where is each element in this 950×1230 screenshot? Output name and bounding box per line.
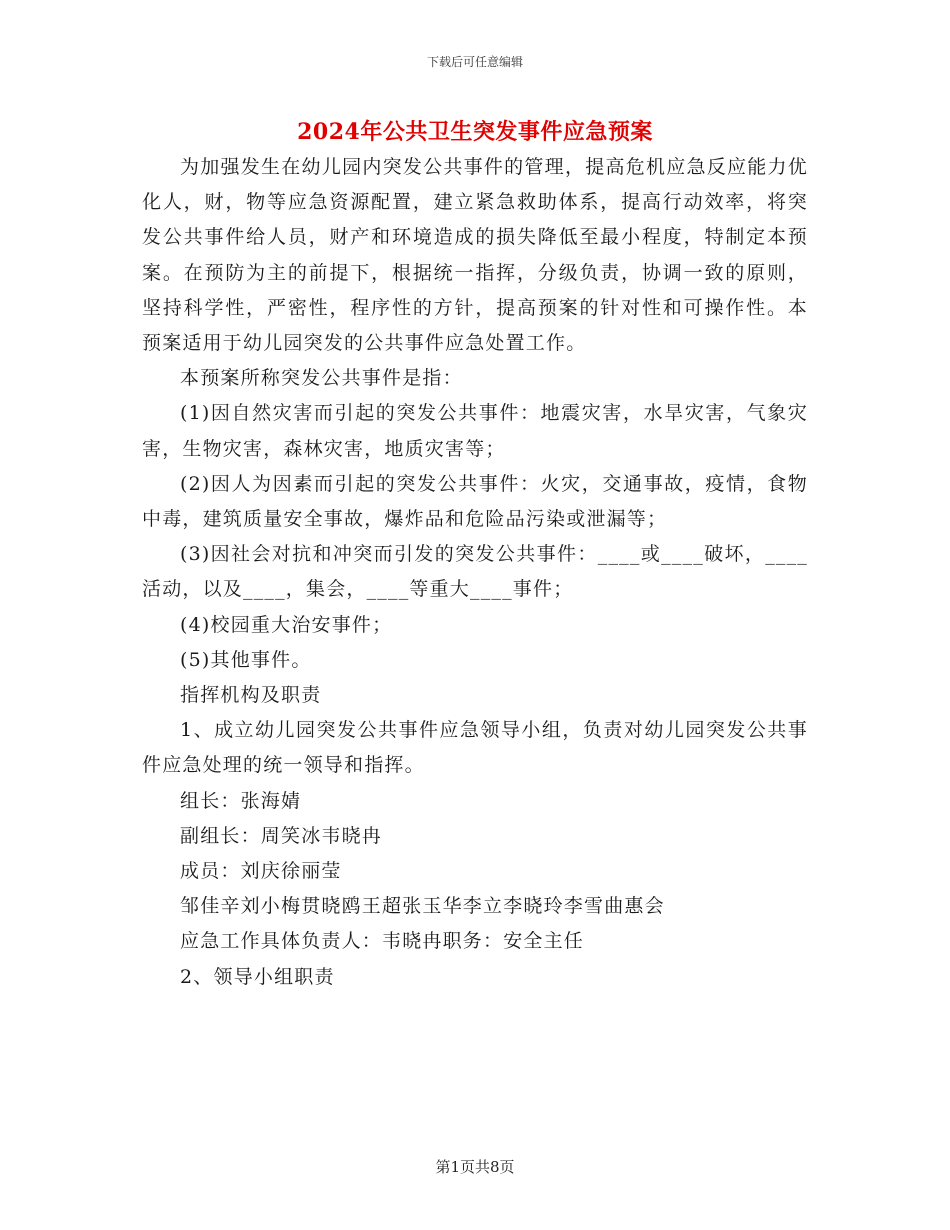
document-body: [142, 150, 808, 995]
group-leader: 组长：张海婧: [180, 789, 302, 812]
command-item-1: 1、成立幼儿园突发公共事件应急领导小组，负责对幼儿园突发公共事件应急处理的统一领导和指挥。: [142, 719, 808, 777]
command-item-2: 2、领导小组职责: [180, 965, 335, 988]
event-type-5: (5)其他事件。: [180, 648, 312, 671]
definition-lead: 本预案所称突发公共事件是指：: [180, 367, 463, 390]
page-header-note: 下载后可任意编辑: [426, 55, 523, 69]
section-heading-command: 指挥机构及职责: [180, 684, 322, 707]
intro-paragraph: 为加强发生在幼儿园内突发公共事件的管理，提高危机应急反应能力优化人，财，物等应急资源配置，建立紧急救助体系，提高行动效率，将突发公共事件给人员，财产和环境造成的损失降低至最小程度，特制定本预案。在预防为主的前提下，根据统一指挥，分级负责，协调一致的原则，坚持科学性，严密性，程序性的方针，提高预案的针对性和可操作性。本预案适用于幼儿园突发的公共事件应急处置工作。: [142, 156, 808, 355]
event-type-4: (4)校园重大治安事件；: [180, 613, 393, 636]
members: 成员：刘庆徐丽莹: [180, 860, 342, 883]
deputy-leaders: 副组长：周笑冰韦晓冉: [180, 824, 383, 847]
event-type-3: (3)因社会对抗和冲突而引发的突发公共事件：____或____破坏，____活动，以及____，集会，____等重大____事件；: [142, 543, 808, 601]
document-title: 2024年公共卫生突发事件应急预案: [297, 119, 653, 145]
person-in-charge: 应急工作具体负责人：韦晓冉职务：安全主任: [180, 930, 585, 953]
event-type-1: (1)因自然灾害而引起的突发公共事件：地震灾害，水旱灾害，气象灾害，生物灾害，森林灾害，地质灾害等；: [142, 402, 808, 460]
event-type-2: (2)因人为因素而引起的突发公共事件：火灾，交通事故，疫情，食物中毒，建筑质量安全事故，爆炸品和危险品污染或泄漏等；: [142, 472, 808, 531]
members-continued: 邹佳辛刘小梅贯晓鸥王超张玉华李立李晓玲李雪曲惠会: [180, 895, 665, 918]
page-number: 第1页共8页: [435, 1158, 515, 1176]
